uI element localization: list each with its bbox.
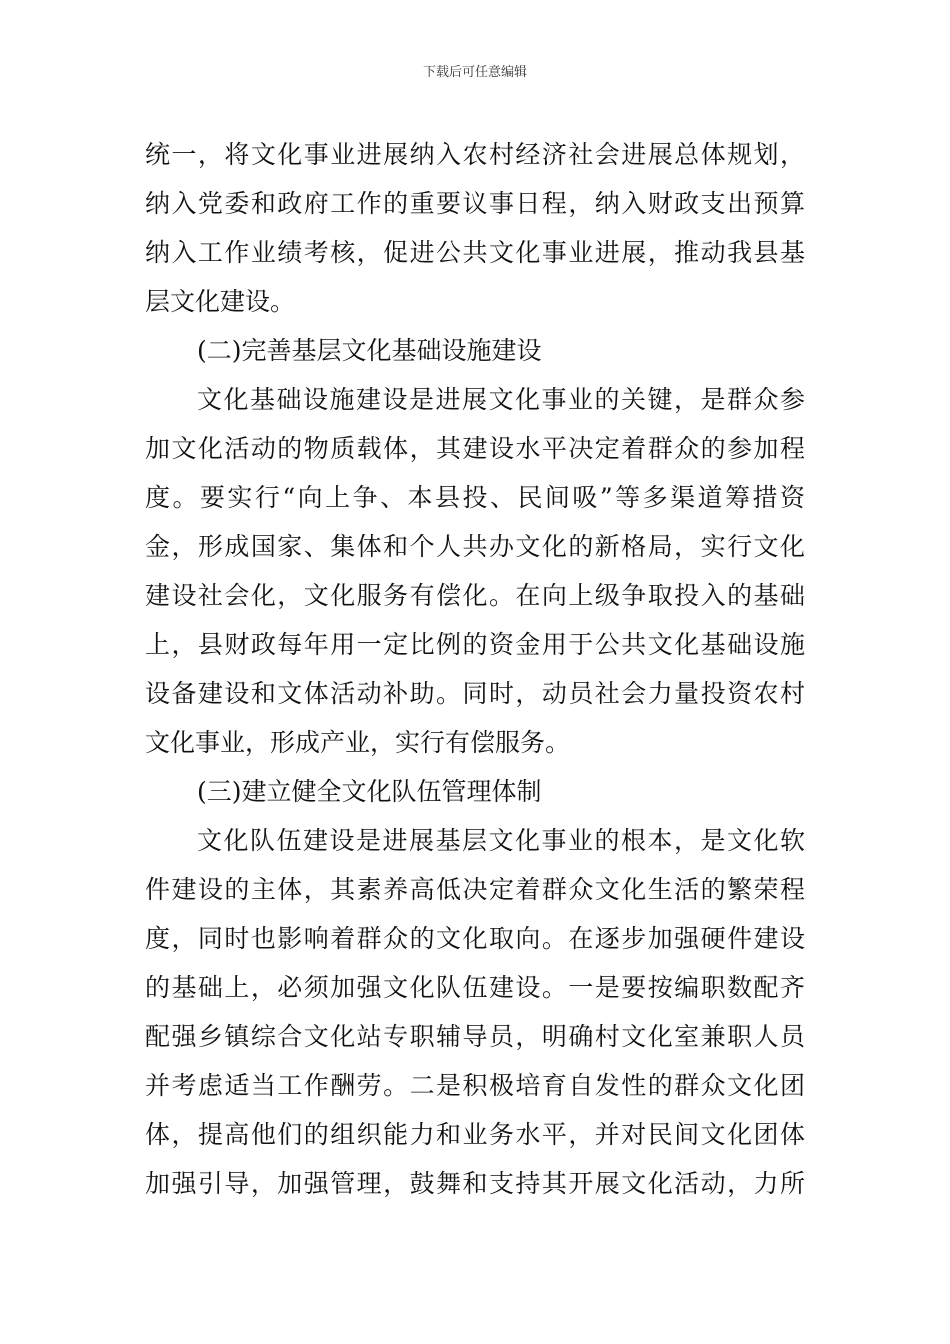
text-line: 配强乡镇综合文化站专职辅导员，明确村文化室兼职人员: [145, 1022, 805, 1051]
text-line: 文化事业，形成产业，实行有偿服务。: [145, 728, 571, 757]
text-line: 度，同时也影响着群众的文化取向。在逐步加强硬件建设: [145, 924, 805, 953]
text-line: 统一，将文化事业进展纳入农村经济社会进展总体规划，: [145, 140, 805, 169]
text-line: 纳入党委和政府工作的重要议事日程，纳入财政支出预算: [145, 189, 805, 218]
text-line: 建设社会化，文化服务有偿化。在向上级争取投入的基础: [145, 581, 805, 610]
section-heading-2: (二)完善基层文化基础设施建设: [197, 336, 542, 365]
text-line: 金，形成国家、集体和个人共办文化的新格局，实行文化: [145, 532, 805, 561]
text-line: 文化队伍建设是进展基层文化事业的根本，是文化软: [197, 826, 805, 855]
text-line: 的基础上，必须加强文化队伍建设。一是要按编职数配齐: [145, 973, 805, 1002]
document-body: [145, 130, 805, 1208]
text-line: 加强引导，加强管理，鼓舞和支持其开展文化活动，力所: [145, 1169, 805, 1198]
text-line: 件建设的主体，其素养高低决定着群众文化生活的繁荣程: [145, 875, 805, 904]
text-line: 加文化活动的物质载体，其建设水平决定着群众的参加程: [145, 434, 805, 463]
page-header: 下载后可任意编辑: [422, 65, 527, 80]
text-line: 层文化建设。: [145, 287, 296, 316]
text-line: 纳入工作业绩考核，促进公共文化事业进展，推动我县基: [145, 238, 805, 267]
text-line: 体，提高他们的组织能力和业务水平，并对民间文化团体: [145, 1120, 805, 1149]
text-line: 上，县财政每年用一定比例的资金用于公共文化基础设施: [145, 630, 805, 659]
section-heading-3: (三)建立健全文化队伍管理体制: [197, 777, 542, 806]
text-line: 并考虑适当工作酬劳。二是积极培育自发性的群众文化团: [145, 1071, 805, 1100]
text-line: 文化基础设施建设是进展文化事业的关键，是群众参: [197, 385, 805, 414]
text-line: 度。要实行“向上争、本县投、民间吸”等多渠道筹措资: [145, 483, 805, 512]
paragraph-continuation: [145, 130, 805, 326]
paragraph-infrastructure: [145, 375, 805, 767]
text-line: 设备建设和文体活动补助。同时，动员社会力量投资农村: [145, 679, 805, 708]
paragraph-team-building: [145, 816, 805, 1208]
